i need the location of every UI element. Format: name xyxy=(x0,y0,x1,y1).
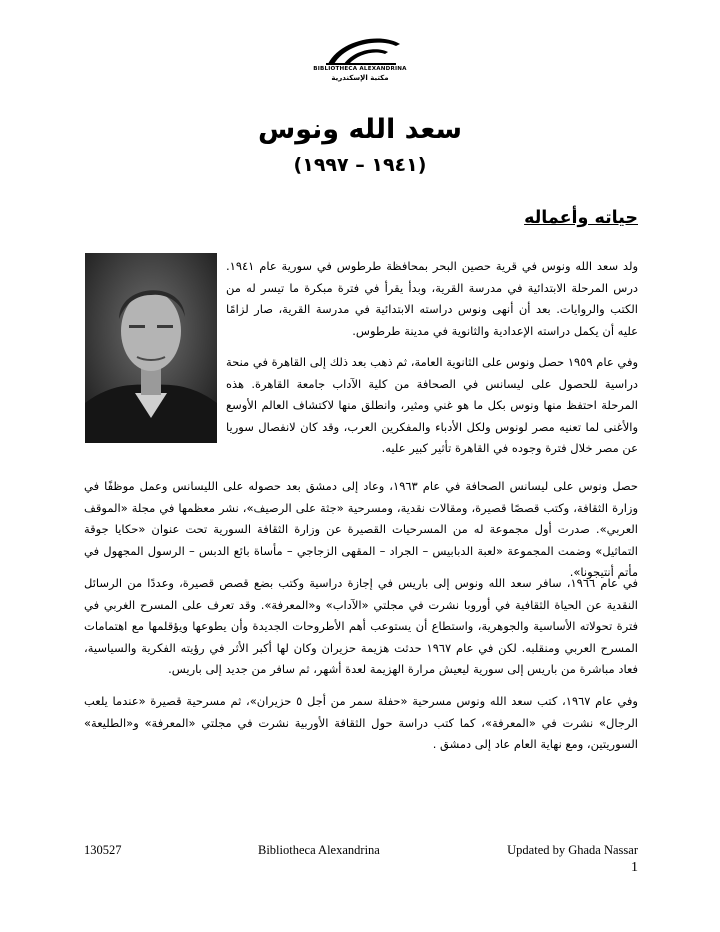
life-years: (١٩٤١ – ١٩٩٧) xyxy=(293,154,427,176)
page-title: سعد الله ونوس xyxy=(257,114,463,145)
library-arc-emblem xyxy=(288,30,432,66)
portrait-photo xyxy=(85,253,217,443)
paragraph-paris: في عام ١٩٦٦، سافر سعد الله ونوس إلى باريس في إجازة دراسية وكتب بضع قصص قصيرة، وعددًا من الرسائل النقدية عن الحياة الثقافية في أوروبا نشرت في مجلتي «الآداب» و«المعرفة». وقد تعرف على المسرح الغربي في فترة تحولاته الأساسية والجوهرية، واستطاع أن يستوعب أهم الأطروحات الجديدة وأن يطوعها ويؤقلمها مع اهتمامات المسرح العربي ومنقلبه. لكن في عام ١٩٦٧ حدثت هزيمة حزيران وكان لها أكبر الأثر في رؤيته الفكرية والسياسية، فعاد مباشرة من باريس إلى سورية ليعيش مرارة الهزيمة لعدة أشهر، ثم سافر من جديد إلى باريس. xyxy=(84,576,639,676)
paragraph-early-life: ولد سعد الله ونوس في قرية حصين البحر بمحافظة طرطوس في سورية عام ١٩٤١. درس المرحلة الابتدائية في مدرسة القرية، وبدأ يقرأ في فترة مبكرة ما تيسر له من الكتب والروايات. بعد أن أنهى ونوس دراسته الابتدائية في مدرسة القرية، صار لزامًا عليه أن يكمل دراسته الإعدادية والثانوية في مدينة طرطوس. xyxy=(226,259,638,338)
footer-document-id: 130527 xyxy=(84,843,122,857)
paragraph-1967-works: وفي عام ١٩٦٧، كتب سعد الله ونوس مسرحية «حفلة سمر من أجل ٥ حزيران»، ثم مسرحية قصيرة «عندما يلعب الرجال» نشرت في «المعرفة»، كما كتب دراسة حول الثقافة الأوربية نشرت في مجلتي «المعرفة» و«الطليعة» السوريتين، ومع نهاية العام عاد إلى دمشق . xyxy=(84,694,638,751)
footer-organization: Bibliotheca Alexandrina xyxy=(258,843,380,857)
paragraph-damascus-work: حصل ونوس على ليسانس الصحافة في عام ١٩٦٣، وعاد إلى دمشق بعد حصوله على الليسانس وعمل موظفًا في وزارة الثقافة، وكتب قصصًا قصيرة، ومقالات نقدية، ومسرحية «جثة على الرصيف»، نشر معظمها في مجلة «الموقف العربي». صدرت أول مجموعة له من المسرحيات القصيرة عن وزارة الثقافة السورية تحت عنوان «حكايا جوقة التماثيل» وضمت المجموعة «لعبة الدبابيس – الجراد – المقهى الزجاجي – مأساة بائع الدبس – الرسول المجهول في مأتم أنتيجونا». xyxy=(84,479,638,579)
paragraph-cairo-studies: وفي عام ١٩٥٩ حصل ونوس على الثانوية العامة، ثم ذهب بعد ذلك إلى القاهرة في منحة دراسية للحصول على ليسانس في الصحافة من كلية الآداب جامعة القاهرة. هذه المرحلة احتفظ منها ونوس بكل ما هو غني ومثير، وانطلق منها لاكتشاف العالم الأوسع والأغنى لما تعنيه مصر لونوس ولكل الأدباء والمفكرين العرب، وقد كان لانفصال سوريا عن مصر خلال فترة وجوده في القاهرة تأثير كبير عليه. xyxy=(226,355,638,455)
section-heading: حياته وأعماله xyxy=(524,208,638,228)
logo-text-english: BIBLIOTHECA ALEXANDRINA xyxy=(313,66,407,72)
bibliotheca-alexandrina-logo xyxy=(288,30,432,82)
page-number: 1 xyxy=(631,860,638,875)
footer-updated-by: Updated by Ghada Nassar xyxy=(507,843,638,857)
logo-text-arabic: مكتبة الإسكندرية xyxy=(331,74,389,82)
